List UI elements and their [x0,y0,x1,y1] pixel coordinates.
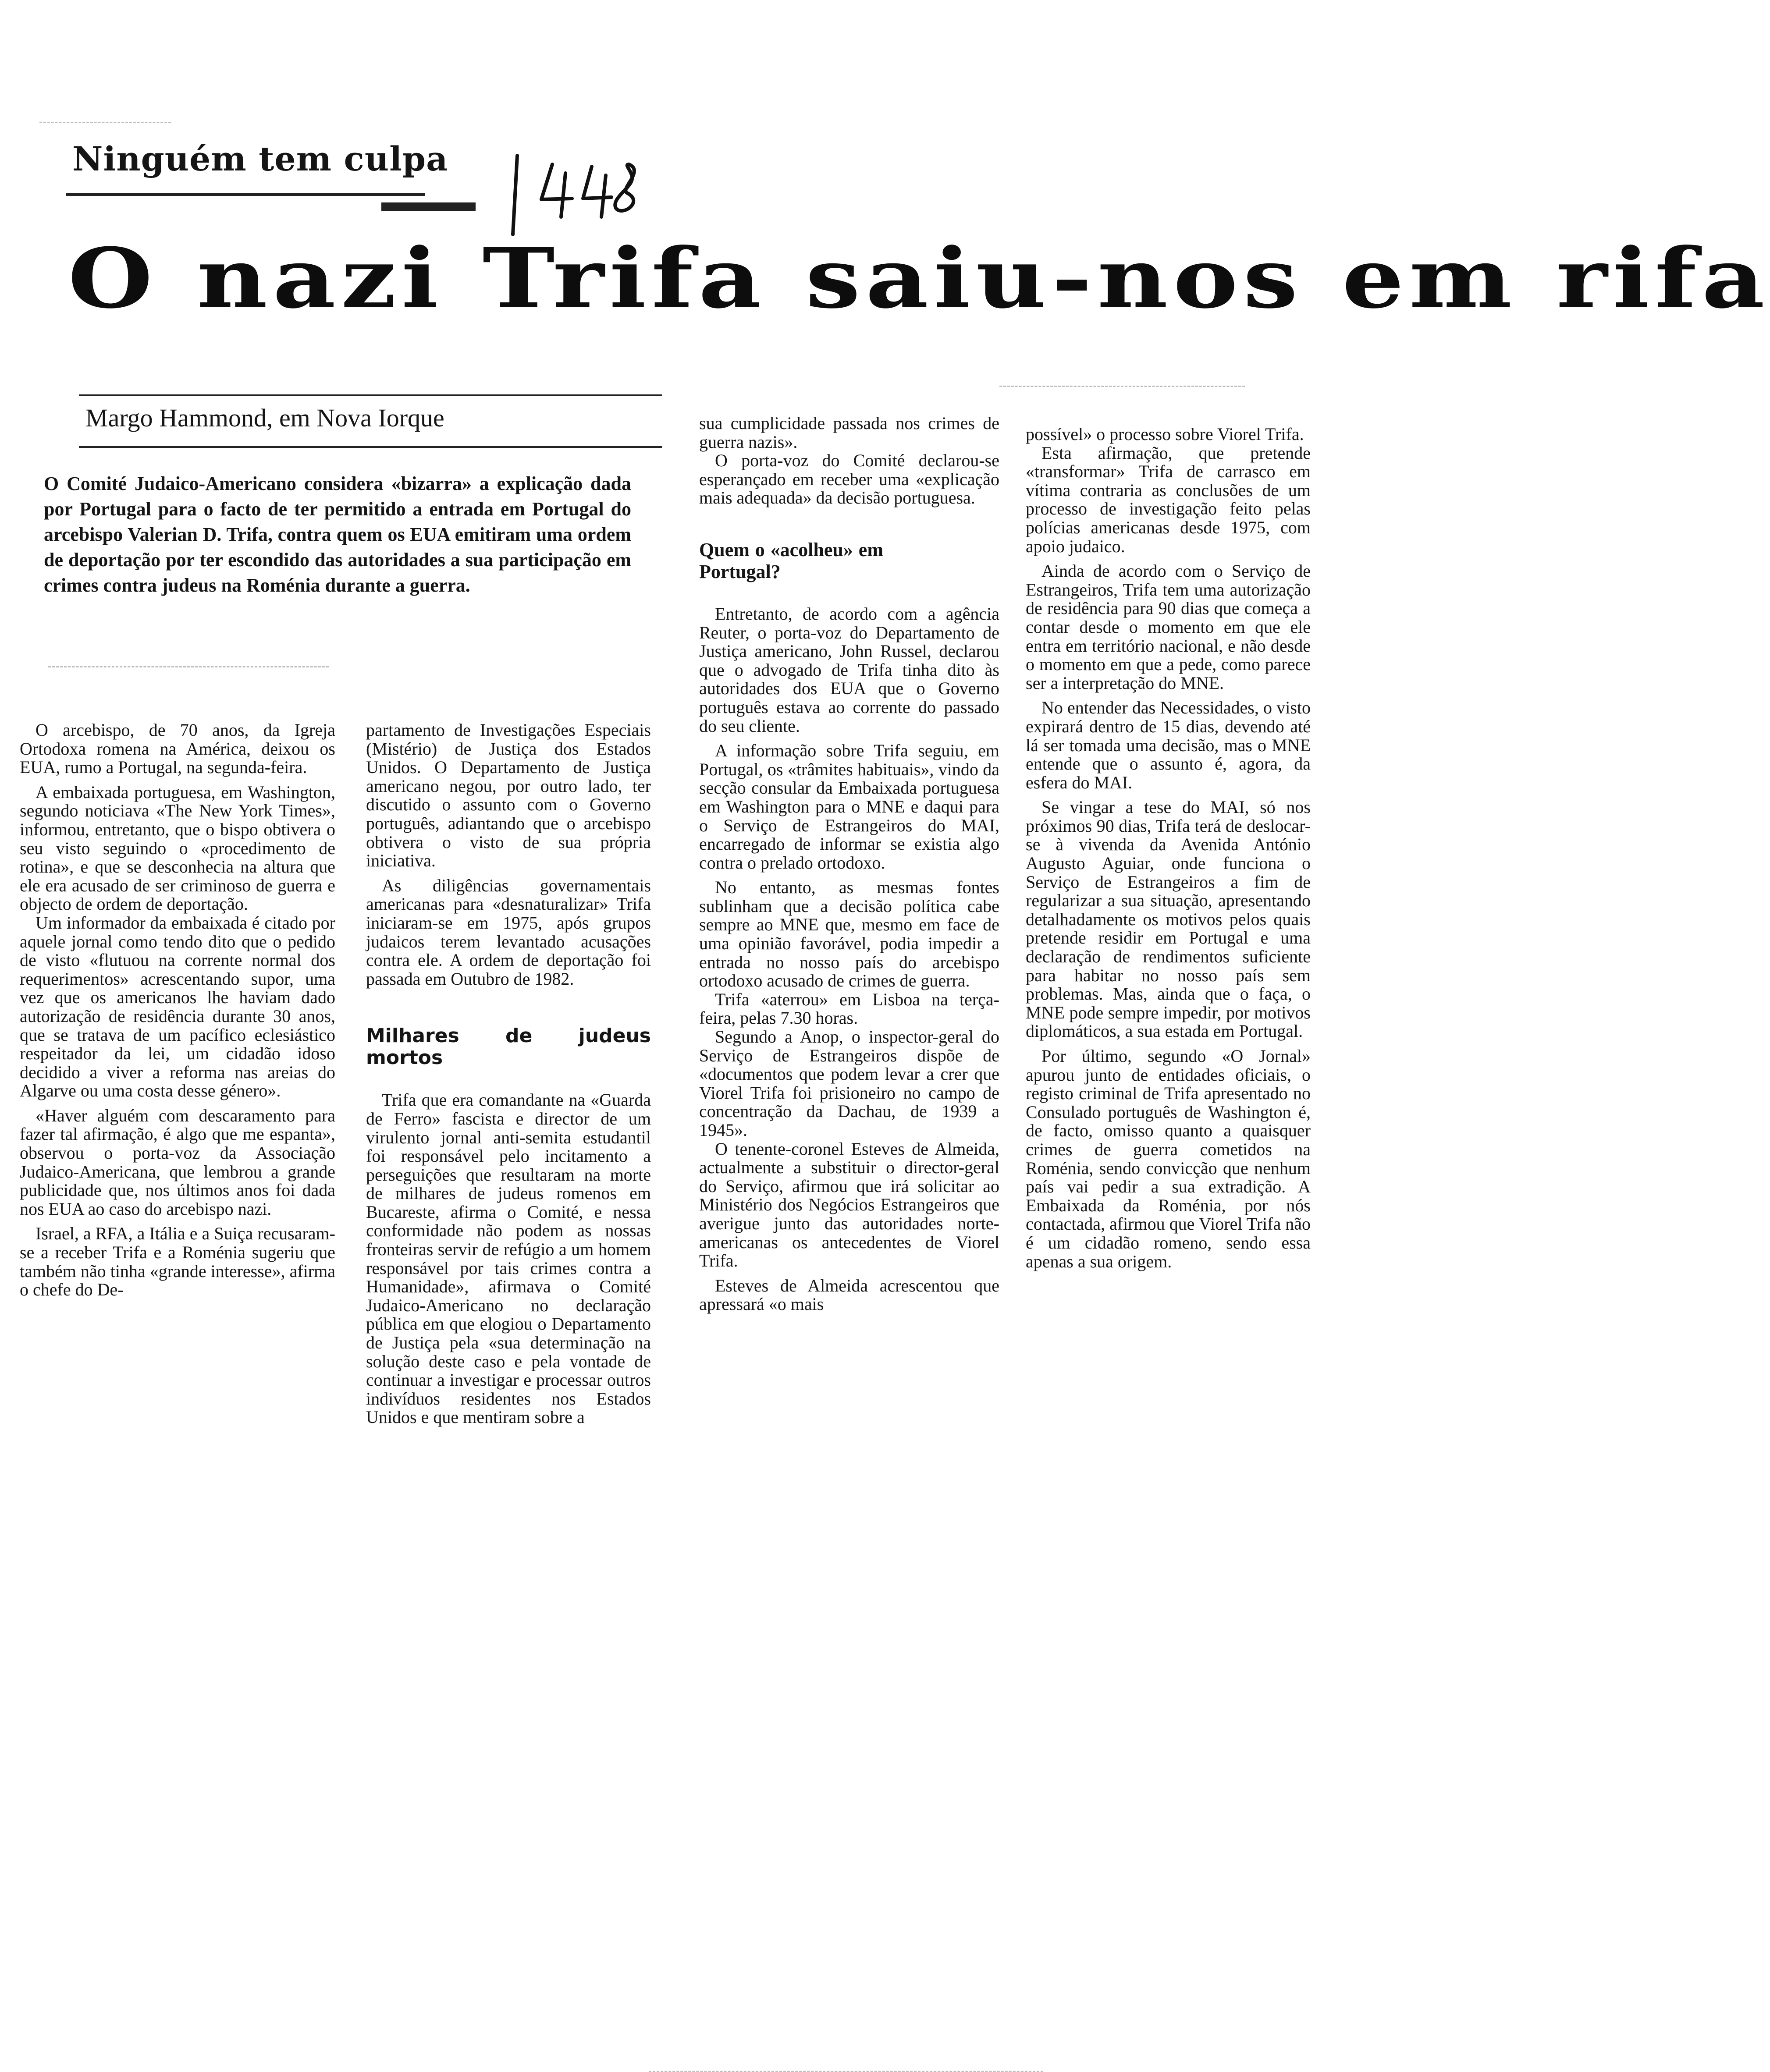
col3-paragraph-7: Segundo a Anop, o inspector-geral do Serviço de Estrangeiros dispõe de «documentos que podem levar a crer que Viorel Trifa foi prisioneiro no campo de concentração da Dachau, de 1939 a 1945». [699,1027,999,1140]
col3-paragraph-5: No entanto, as mesmas fontes sublinham que a decisão política cabe sempre ao MNE que, mesmo em face de uma opinião favorável, podia impedir a entrada no nosso país do arcebispo ortodoxo acusado de crimes de guerra. [699,877,999,991]
headline: O nazi Trifa saiu-nos em rifa [68,230,1770,327]
col1-paragraph-2: A embaixada portuguesa, em Washington, segundo noticiava «The New York Times», informou, entretanto, que o bispo obtivera o seu visto seguindo o «procedimento de rotina», e que se desconhecia na altura que ele era acusado de ser criminoso de guerra e objecto de ordem de deportação. [20,782,335,914]
col4-paragraph-4: No entender das Necessidades, o visto expirará dentro de 15 dias, devendo até lá ser tomada uma decisão, mas o MNE entende que o assunto é, agora, da esfera do MAI. [1026,698,1311,792]
col4-paragraph-5: Se vingar a tese do MAI, só nos próximos 90 dias, Trifa terá de deslocar-se à vivenda da Avenida António Augusto Aguiar, onde funciona o Serviço de Estrangeiros a fim de regularizar a sua situação, apresentando detalhadamente os motivos pelos quais pretende residir em Portugal e uma declaração de rendimentos suficiente para habitar no nosso país sem problemas. Mas, ainda que o faça, o MNE pode sempre impedir, por motivos diplomáticos, a sua estada em Portugal. [1026,797,1311,1041]
col2-paragraph-2: As diligências governamentais americanas para «desnaturalizar» Trifa iniciaram-se em 1975, após grupos judaicos terem levantado acusações contra ele. A ordem de deportação foi passada em Outubro de 1982. [366,875,651,989]
col3-paragraph-3: Entretanto, de acordo com a agência Reuter, o porta-voz do Departamento de Justiça americano, John Russel, declarou que o advogado de Trifa tinha dito às autoridades dos EUA que o Governo português estava ao corrente do passado do seu cliente. [699,603,999,736]
scan-noise [48,666,329,667]
kicker-rule [66,193,425,196]
col1-paragraph-1: O arcebispo, de 70 anos, da Igreja Ortodoxa romena na América, deixou os EUA, rumo a Portugal, na segunda-feira. [20,720,335,777]
kicker-rule-bold [381,202,476,211]
col1-paragraph-5: Israel, a RFA, a Itália e a Suiça recusaram-se a receber Trifa e a Roménia sugeriu que também não tinha «grande interesse», afirma o chefe do De- [20,1224,335,1300]
col2-paragraph-3: Trifa que era comandante na «Guarda de Ferro» fascista e director de um virulento jornal anti-semita estudantil foi responsável pelo incitamento a perseguições que resultaram na morte de milhares de judeus romenos em Bucareste, afirma o Comité, e nessa conformidade não podem as nossas fronteiras servir de refúgio a um homem responsável por tais crimes contra a Humanidade», afirmava o Comité Judaico-Americano no declaração pública em que elogiou o Departamento de Justiça pela «sua determinação na solução deste caso e pela vontade de continuar a investigar e processar outros indivíduos residentes nos Estados Unidos e que mentiram sobre a [366,1090,651,1427]
column-1 [20,721,335,1299]
col1-paragraph-4: «Haver alguém com descaramento para fazer tal afirmação, é algo que me espanta», observou o porta-voz da Associação Judaico-Americana, que lembrou a grande publicidade que, nos últimos anos foi dada nos EUA ao caso do arcebispo nazi. [20,1105,335,1219]
column-2 [366,721,651,1427]
col2-subheading: Milhares de judeus mortos [366,1025,651,1069]
col3-paragraph-6: Trifa «aterrou» em Lisboa na terça-feira, pelas 7.30 horas. [699,989,999,1028]
col1-paragraph-3: Um informador da embaixada é citado por aquele jornal como tendo dito que o pedido de visto «flutuou na corrente normal dos requerimentos» acrescentando supor, uma vez que os americanos lhe haviam dado autorização de residência durante 30 anos, que se tratava de um pacífico eclesiástico respeitador da lei, um cidadão idoso decidido a viver a reforma nas areias do Algarve ou uma costa desse género». [20,912,335,1101]
col3-paragraph-9: Esteves de Almeida acrescentou que apressará «o mais [699,1275,999,1314]
scan-noise [39,122,171,123]
col4-paragraph-1: possível» o processo sobre Viorel Trifa. [1026,424,1304,444]
column-3 [699,414,999,1314]
col2-paragraph-1: partamento de Investigações Especiais (Mistério) de Justiça dos Estados Unidos. O Departamento de Justiça americano negou, por outro lado, ter discutido o assunto com o Governo português, adiantando que o arcebispo obtivera o visto de sua própria iniciativa. [366,720,651,871]
scan-noise [999,386,1245,387]
lead-paragraph: O Comité Judaico-Americano considera «bizarra» a explicação dada por Portugal para o facto de ter permitido a entrada em Portugal do arcebispo Valerian D. Trifa, contra quem os EUA emitiram uma ordem de deportação por ter escondido das autoridades a sua participação em crimes contra judeus na Roménia durante a guerra. [44,473,631,596]
handwritten-note-icon [500,147,644,239]
kicker: Ninguém tem culpa [72,139,448,178]
byline-rule-bottom [79,446,662,448]
col3-paragraph-4: A informação sobre Trifa seguiu, em Portugal, os «trâmites habituais», vindo da secção consular da Embaixada portuguesa em Washington para o MNE e daqui para o Serviço de Estrangeiros do MAI, encarregado de informar se existia algo contra o prelado ortodoxo. [699,741,999,873]
col3-paragraph-8: O tenente-coronel Esteves de Almeida, actualmente a substituir o director-geral do Serviço, afirmou que irá solicitar ao Ministério dos Negócios Estrangeiros que averigue junto das autoridades norte-americanas os antecedentes de Viorel Trifa. [699,1139,999,1271]
col4-paragraph-6: Por último, segundo «O Jornal» apurou junto de entidades oficiais, o registo criminal de Trifa apresentado no Consulado português de Washington é, de facto, omisso quanto a quaisquer crimes de guerra cometidos na Roménia, sendo convicção que nenhum país vai pedir a sua extradição. A Embaixada da Roménia, por nós contactada, afirmou que Viorel Trifa não é um cidadão romeno, sendo essa apenas a sua origem. [1026,1046,1311,1271]
byline-rule-top [79,394,662,396]
col3-subheading: Quem o «acolheu» em Portugal? [699,539,883,582]
col4-paragraph-2: Esta afirmação, que pretende «transformar» Trifa de carrasco em vítima contraria as conclusões de um processo de investigação feito pelas polícias americanas desde 1975, com apoio judaico. [1026,443,1311,556]
col4-paragraph-3: Ainda de acordo com o Serviço de Estrangeiros, Trifa tem uma autorização de residência para 90 dias que começa a contar desde o momento em que ele entra em território nacional, e não desde o momento em que a pede, como parece ser a interpretação do MNE. [1026,561,1311,693]
col3-paragraph-1: sua cumplicidade passada nos crimes de guerra nazis». [699,413,999,452]
col3-paragraph-2: O porta-voz do Comité declarou-se esperançado em receber uma «explicação mais adequada» da decisão portuguesa. [699,451,999,508]
byline: Margo Hammond, em Nova Iorque [85,404,444,432]
column-4 [1026,425,1311,1271]
